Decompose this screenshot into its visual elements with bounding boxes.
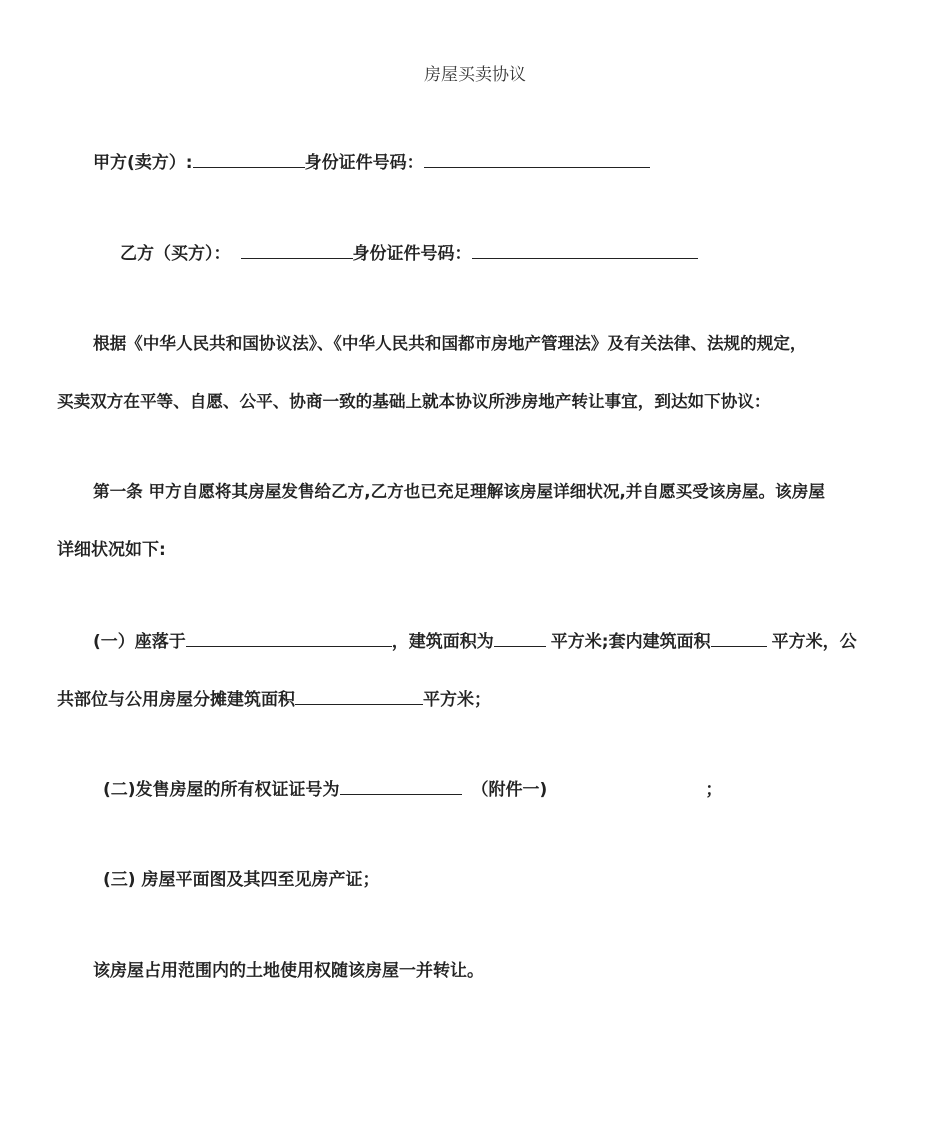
party-b-id-label: 身份证件号码： <box>352 244 472 264</box>
preamble-line-2: 买卖双方在平等、自愿、公平、协商一致的基础上就本协议所涉房地产转让事宜，到达如下协议： <box>57 392 771 411</box>
item2-end: ； <box>705 780 723 800</box>
party-a-id-label: 身份证件号码： <box>304 153 424 173</box>
document-title: 房屋买卖协议 <box>424 65 526 85</box>
party-b-label: 乙方（买方）： <box>120 244 231 264</box>
party-b-line <box>120 242 698 265</box>
party-a-name-blank[interactable] <box>193 151 305 168</box>
item1-area-label: ，建筑面积为 <box>391 632 494 652</box>
party-a-label: 甲方(卖方）: <box>93 153 193 173</box>
building-area-blank[interactable] <box>494 630 546 647</box>
party-a-id-blank[interactable] <box>424 151 650 168</box>
party-b-id-blank[interactable] <box>472 242 698 259</box>
item1-line2-label: 共部位与公用房屋分摊建筑面积 <box>57 690 295 710</box>
item1-prefix: (一）座落于 <box>93 632 186 652</box>
item1-unit1: 平方米;套内建筑面积 <box>550 632 711 652</box>
shared-area-blank[interactable] <box>295 688 423 705</box>
item1-unit2: 平方米，公 <box>771 632 857 652</box>
certificate-number-blank[interactable] <box>340 778 462 795</box>
item3-line: (三) 房屋平面图及其四至见房产证； <box>103 870 380 890</box>
preamble-line-1: 根据《中华人民共和国协议法》、《中华人民共和国都市房地产管理法》及有关法律、法规的规定， <box>93 334 807 353</box>
party-b-name-blank[interactable] <box>241 242 353 259</box>
item1-line-2 <box>57 688 491 711</box>
location-blank[interactable] <box>186 630 392 647</box>
article1-line-2: 详细状况如下: <box>57 540 166 560</box>
item2-attachment: （附件一) <box>471 780 548 800</box>
land-clause-line: 该房屋占用范围内的土地使用权随该房屋一并转让。 <box>93 961 484 981</box>
party-a-line <box>93 151 650 174</box>
item2-prefix: (二)发售房屋的所有权证证号为 <box>103 780 340 800</box>
article1-line-1: 第一条 甲方自愿将其房屋发售给乙方,乙方也已充足理解该房屋详细状况,并自愿买受该房屋。该房屋 <box>93 482 825 501</box>
item1-line-1 <box>93 630 857 653</box>
item2-line <box>103 778 722 801</box>
inner-area-blank[interactable] <box>711 630 767 647</box>
item1-line2-unit: 平方米； <box>423 690 491 710</box>
